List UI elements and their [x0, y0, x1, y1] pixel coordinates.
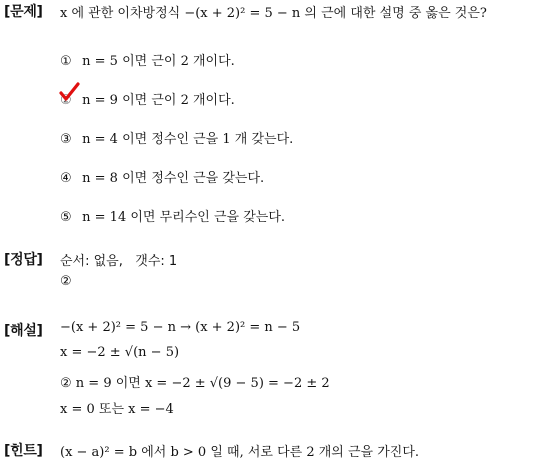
answer-order: 순서: 없음,	[60, 254, 123, 269]
hint-label: [힌트]	[4, 443, 43, 459]
problem-text: x 에 관한 이차방정식 −(x + 2)² = 5 − n 의 근에 대한 설명 중 옳은 것은?	[60, 6, 487, 21]
explanation-line-1: −(x + 2)² = 5 − n → (x + 2)² = n − 5	[60, 320, 301, 335]
check-mark-icon	[58, 81, 80, 103]
choice-1[interactable]	[60, 50, 235, 69]
choice-text: n = 4 이면 정수인 근을 1 개 갖는다.	[82, 132, 294, 147]
explanation-line-2: x = −2 ± √(n − 5)	[60, 345, 180, 360]
answer-meta	[60, 250, 177, 269]
choice-2[interactable]	[60, 89, 235, 108]
choice-3[interactable]	[60, 128, 293, 147]
choice-text: n = 8 이면 정수인 근을 갖는다.	[82, 171, 265, 186]
choice-4[interactable]	[60, 167, 264, 186]
choice-mark: ②	[60, 93, 78, 108]
explanation-label: [해설]	[4, 323, 43, 339]
explanation-line-3: ② n = 9 이면 x = −2 ± √(9 − 5) = −2 ± 2	[60, 376, 330, 391]
choice-mark: ①	[60, 54, 72, 69]
answer-value: ②	[60, 274, 72, 289]
hint-text: (x − a)² = b 에서 b > 0 일 때, 서로 다른 2 개의 근을 가진다.	[60, 445, 420, 460]
choice-mark: ③	[60, 132, 72, 147]
problem-label: [문제]	[4, 4, 43, 20]
choice-text: n = 5 이면 근이 2 개이다.	[82, 54, 235, 69]
answer-label: [정답]	[4, 252, 43, 268]
choice-5[interactable]	[60, 206, 285, 225]
choice-text: n = 9 이면 근이 2 개이다.	[82, 93, 235, 108]
choice-mark: ④	[60, 171, 72, 186]
answer-count: 갯수: 1	[135, 254, 178, 269]
choice-mark: ⑤	[60, 210, 72, 225]
choice-text: n = 14 이면 무리수인 근을 갖는다.	[82, 210, 286, 225]
explanation-line-4: x = 0 또는 x = −4	[60, 402, 174, 417]
